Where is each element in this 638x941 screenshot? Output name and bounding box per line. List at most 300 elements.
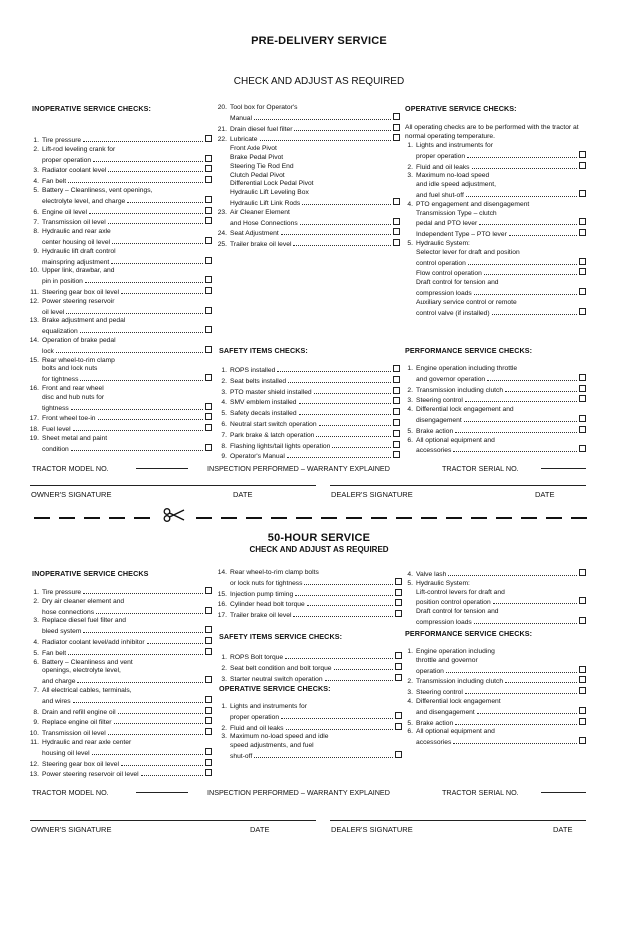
item-number: 1. [221,367,227,374]
pre-model-label: TRACTOR MODEL NO. [32,464,109,473]
checkbox-icon[interactable] [579,258,586,265]
checklist-item [402,648,586,676]
leader-dots [493,603,577,604]
leader-dots [509,235,577,236]
item-text: Steering control [416,689,463,697]
item-text: Steering Tie Rod End [230,162,294,170]
pre-owner-sig-line[interactable] [30,485,316,486]
leader-dots [465,693,577,694]
pre-dealer-sig-line[interactable] [330,485,586,486]
item-text: Differential Lock Pedal Pivot [230,180,314,188]
item-text: ROPS Bolt torque [230,654,284,661]
item-text: Flashing lights/tail lights operation [230,442,331,450]
checkbox-icon[interactable] [205,403,212,410]
checkbox-icon[interactable] [205,424,212,431]
item-number: 6. [221,420,227,428]
item-number: 4. [33,178,39,186]
checkbox-icon[interactable] [393,376,400,383]
item-number: 10. [29,267,39,275]
item-text: operation [416,667,444,675]
item-text: Brake adjustment and pedal [42,317,126,325]
checklist-item [216,430,400,441]
checklist-item [216,180,400,189]
checkbox-icon[interactable] [579,268,586,275]
checklist-item [28,176,212,187]
checklist-item [402,240,586,249]
checkbox-icon[interactable] [205,165,212,172]
fifty-owner-sig-label: OWNER'S SIGNATURE [31,825,112,834]
checkbox-icon[interactable] [205,626,212,633]
leader-dots [80,380,203,381]
leader-dots [466,196,577,197]
item-text: Injection pump timing [230,590,294,598]
leader-dots [98,419,203,420]
item-text: Transmission including clutch [416,678,504,686]
checkbox-icon[interactable] [393,430,400,437]
item-text: Tool box for Operator's [230,104,298,111]
pre-safety-list [216,365,400,462]
checkbox-icon[interactable] [205,676,212,683]
item-text: proper operation [230,713,280,721]
checkbox-icon[interactable] [393,228,400,235]
checkbox-icon[interactable] [393,365,400,372]
item-number: 1. [33,137,39,144]
checkbox-icon[interactable] [205,135,212,142]
checklist-item [28,207,212,218]
checkbox-icon[interactable] [205,413,212,420]
checkbox-icon[interactable] [395,663,402,670]
leader-dots [121,293,203,294]
leader-dots [288,382,391,383]
leader-dots [127,202,203,203]
item-text: Trailer brake oil level [230,612,292,620]
checkbox-icon[interactable] [205,176,212,183]
checkbox-icon[interactable] [579,426,586,433]
checkbox-icon[interactable] [205,717,212,724]
item-number: 5. [33,649,39,657]
leader-dots [465,401,577,402]
checklist-item [28,587,212,598]
item-text: Differential lock engagement and [416,406,514,414]
leader-dots [281,234,391,235]
item-number: 5. [407,579,413,587]
checkbox-icon[interactable] [393,419,400,426]
fifty-dealer-sig-line[interactable] [330,820,586,821]
pre-perf-list [402,365,586,456]
checklist-item [402,162,586,173]
checklist-item [28,267,212,287]
checklist-item [28,617,212,637]
item-text: Operation of brake pedal [42,336,116,344]
checkbox-icon[interactable] [395,674,402,681]
checkbox-icon[interactable] [579,151,586,158]
pre-date2-label: DATE [535,490,555,499]
item-number: 1. [33,589,39,596]
item-text: Tire pressure [42,589,82,596]
leader-dots [472,168,577,169]
checkbox-icon[interactable] [393,124,400,131]
item-text: pedal and PTO lever [416,220,478,228]
item-number: 3. [407,689,413,697]
checkbox-icon[interactable] [395,578,402,585]
item-text: proper operation [42,156,92,164]
item-text: Battery – Cleanliness, vent openings, [42,186,153,194]
checklist-item [216,589,402,600]
checkbox-icon[interactable] [393,441,400,448]
checklist-item [28,413,212,424]
item-number: 3. [33,617,39,625]
item-number: 2. [33,597,39,605]
item-number: 11. [30,288,39,296]
item-text: Rear wheel-to-rim clamp bolts [230,569,319,576]
checkbox-icon[interactable] [579,707,586,714]
checkbox-icon[interactable] [579,162,586,169]
item-text: center housing oil level [42,238,111,246]
fifty-oper-heading: OPERATIVE SERVICE CHECKS: [219,684,331,693]
fifty-model-line[interactable] [136,792,188,793]
item-text: Engine operation including throttle [416,365,518,372]
checkbox-icon[interactable] [393,408,400,415]
checkbox-icon[interactable] [579,676,586,683]
pre-serial-line[interactable] [541,468,586,469]
item-text: throttle and governor [416,656,478,664]
leader-dots [325,680,393,681]
checkbox-icon[interactable] [205,769,212,776]
pre-safety-heading: SAFETY ITEMS CHECKS: [219,346,308,355]
item-text: Hydraulic and rear axle [42,228,111,236]
checklist-item [402,698,586,718]
item-number: 4. [407,697,413,705]
leader-dots [300,224,391,225]
checklist-item [402,229,586,240]
leader-dots [254,757,393,758]
pre-title: PRE-DELIVERY SERVICE [251,35,387,47]
item-number: 1. [407,365,413,372]
leader-dots [492,314,577,315]
item-number: 2. [221,377,227,385]
checkbox-icon[interactable] [205,207,212,214]
checkbox-icon[interactable] [393,198,400,205]
item-text: disc and hub nuts for [42,393,105,401]
checklist-item [216,674,402,685]
checkbox-icon[interactable] [393,218,400,225]
item-number: 6. [407,436,413,444]
checkbox-icon[interactable] [205,237,212,244]
leader-dots [114,723,203,724]
leader-dots [92,754,203,755]
leader-dots [89,213,203,214]
checkbox-icon[interactable] [205,748,212,755]
pre-inop-list [28,135,212,455]
checklist-item [28,135,212,146]
checkbox-icon[interactable] [393,113,400,120]
item-text: Engine oil level [42,208,87,216]
item-number: 15. [29,356,39,364]
checklist-item [28,187,212,207]
item-number: 3. [221,733,227,741]
checkbox-icon[interactable] [205,637,212,644]
fifty-serial-line[interactable] [541,792,586,793]
item-text: All optional equipment and [416,436,495,444]
checklist-item [216,652,402,663]
item-number: 9. [33,719,39,727]
leader-dots [71,409,203,410]
checklist-item [402,728,586,748]
checkbox-icon[interactable] [205,728,212,735]
checkbox-icon[interactable] [393,397,400,404]
leader-dots [66,313,203,314]
item-text: control valve (if installed) [416,309,490,317]
checklist-item [28,435,212,455]
checkbox-icon[interactable] [205,374,212,381]
item-text: accessories [416,739,452,747]
fifty-dealer-sig-label: DEALER'S SIGNATURE [331,825,413,834]
leader-dots [467,157,577,158]
checkbox-icon[interactable] [579,229,586,236]
checkbox-icon[interactable] [393,387,400,394]
checkbox-icon[interactable] [579,597,586,604]
item-number: 13. [29,317,39,325]
item-number: 1. [407,648,413,655]
leader-dots [294,130,391,131]
checkbox-icon[interactable] [579,415,586,422]
checklist-item [216,733,402,761]
item-number: 25. [217,241,227,249]
leader-dots [468,264,577,265]
item-text: Valve lash [416,571,447,578]
checkbox-icon[interactable] [579,718,586,725]
checkbox-icon[interactable] [395,610,402,617]
leader-dots [277,371,391,372]
item-text: and Hose Connections [230,219,298,227]
checkbox-icon[interactable] [205,257,212,264]
item-number: 2. [407,678,413,686]
item-text: Lift-control levers for draft and [416,588,505,596]
checkbox-icon[interactable] [579,288,586,295]
item-text: Brake Pedal Pivot [230,153,284,161]
item-text: and idle speed adjustment, [416,181,496,189]
cut-line [34,508,614,522]
checkbox-icon[interactable] [205,307,212,314]
checkbox-icon[interactable] [393,134,400,141]
item-text: Draft control for tension and [416,608,499,616]
checklist-item [402,365,586,385]
item-text: Battery – Cleanliness and vent [42,658,133,666]
checkbox-icon[interactable] [579,395,586,402]
leader-dots [479,224,577,225]
item-text: mainspring adjustment [42,258,110,266]
item-number: 16. [217,601,227,609]
checklist-item [28,357,212,385]
checklist-item [402,608,586,628]
item-text: Neutral start switch operation [230,420,317,428]
checkbox-icon[interactable] [579,218,586,225]
checkbox-icon[interactable] [205,444,212,451]
item-number: 8. [33,228,39,236]
item-number: 10. [29,730,39,738]
checklist-item [402,406,586,426]
checkbox-icon[interactable] [205,276,212,283]
leader-dots [453,743,577,744]
item-number: 20. [217,104,227,111]
checklist-item [216,124,400,135]
leader-dots [260,140,391,141]
item-text: and governor operation [416,375,486,383]
checkbox-icon[interactable] [579,190,586,197]
item-text: Lift-rod leveling crank for [42,145,116,153]
item-number: 6. [33,208,39,216]
checkbox-icon[interactable] [205,217,212,224]
checkbox-icon[interactable] [205,759,212,766]
item-text: Steering control [416,397,463,405]
pre-perf-heading: PERFORMANCE SERVICE CHECKS: [405,346,533,355]
leader-dots [77,682,203,683]
fifty-owner-sig-line[interactable] [30,820,316,821]
pre-date1-label: DATE [233,490,253,499]
item-text: equalization [42,328,78,336]
item-text: Operator's Manual [230,453,285,461]
item-text: proper operation [416,152,466,160]
checkbox-icon[interactable] [395,652,402,659]
checkbox-icon[interactable] [395,589,402,596]
pre-model-line[interactable] [136,468,188,469]
item-text: Transmission oil level [42,730,106,738]
checklist-item [216,451,400,462]
checkbox-icon[interactable] [579,666,586,673]
item-text: Trailer brake oil level [230,241,292,249]
checkbox-icon[interactable] [205,155,212,162]
item-number: 3. [33,167,39,175]
item-text: for tightness [42,376,79,384]
leader-dots [302,204,391,205]
checklist-item [28,707,212,718]
checklist-item [28,248,212,268]
item-text: Seat belt condition and bolt torque [230,664,332,672]
checklist-item [28,385,212,413]
checklist-item [216,163,400,172]
checklist-item [402,201,586,229]
item-text: Selector lever for draft and position [416,248,520,256]
checklist-item [216,397,400,408]
item-number: 22. [217,136,227,144]
checkbox-icon[interactable] [205,587,212,594]
checkbox-icon[interactable] [579,617,586,624]
checkbox-icon[interactable] [395,599,402,606]
checkbox-icon[interactable] [205,696,212,703]
item-number: 4. [33,638,39,646]
checkbox-icon[interactable] [205,607,212,614]
fifty-subtitle: CHECK AND ADJUST AS REQUIRED [249,545,389,554]
checkbox-icon[interactable] [205,707,212,714]
leader-dots [112,243,203,244]
item-text: Fluid and oil leaks [416,163,470,171]
item-number: 3. [407,172,413,180]
item-number: 14. [217,569,227,576]
checklist-item [216,723,402,734]
checkbox-icon[interactable] [579,737,586,744]
checkbox-icon[interactable] [205,346,212,353]
leader-dots [477,713,577,714]
item-text: Safety decals installed [230,410,297,418]
checkbox-icon[interactable] [579,308,586,315]
item-number: 2. [33,145,39,153]
item-text: Seat belts installed [230,377,287,385]
item-number: 2. [407,386,413,394]
checkbox-icon[interactable] [393,451,400,458]
item-number: 4. [407,406,413,414]
item-text: shut-off [230,752,253,760]
leader-dots [96,613,203,614]
item-number: 4. [221,399,227,407]
leader-dots [316,436,391,437]
leader-dots [71,450,203,451]
item-text: Drain and refill engine oil [42,708,116,716]
checklist-item [28,687,212,707]
checkbox-icon[interactable] [579,569,586,576]
item-text: Steering gear box oil level [42,760,119,768]
checklist-item [402,437,586,457]
checklist-item [402,676,586,687]
item-text: Cylinder head bolt torque [230,601,305,609]
leader-dots [68,654,203,655]
checkbox-icon[interactable] [205,287,212,294]
item-text: Manual [230,114,252,122]
checklist-item [28,337,212,357]
item-number: 4. [407,200,413,208]
checkbox-icon[interactable] [393,239,400,246]
leader-dots [299,403,391,404]
checklist-item [216,365,400,376]
checkbox-icon[interactable] [579,374,586,381]
item-text: Radiator coolant level [42,167,107,175]
item-text: Dry air cleaner element and [42,597,125,605]
item-text: Replace diesel fuel filter and [42,617,127,625]
checkbox-icon[interactable] [395,723,402,730]
leader-dots [141,775,203,776]
checklist-item [216,376,400,387]
item-number: 7. [221,431,227,439]
checklist-item [402,589,586,609]
checkbox-icon[interactable] [395,712,402,719]
item-text: Seat Adjustment [230,230,279,238]
leader-dots [487,380,577,381]
item-number: 8. [221,442,227,450]
item-text: Lubricate [230,136,258,144]
item-text: accessories [416,447,452,455]
leader-dots [455,724,577,725]
checkbox-icon[interactable] [205,196,212,203]
item-text: openings, electrolyte level, [42,667,121,675]
checkbox-icon[interactable] [205,326,212,333]
checklist-item [216,703,402,723]
item-text: Lights and instruments for [230,703,307,710]
checklist-item [216,189,400,198]
item-number: 24. [217,230,227,238]
checkbox-icon[interactable] [579,687,586,694]
item-number: 11. [30,738,39,746]
checkbox-icon[interactable] [579,385,586,392]
checklist-item [28,146,212,166]
item-text: Maximum no-load speed [416,172,490,180]
checkbox-icon[interactable] [205,648,212,655]
item-text: compression loads [416,289,472,297]
item-number: 5. [407,239,413,247]
leader-dots [93,161,203,162]
item-text: bleed system [42,628,82,636]
fifty-safety-list [216,652,402,684]
checkbox-icon[interactable] [395,751,402,758]
checkbox-icon[interactable] [579,445,586,452]
